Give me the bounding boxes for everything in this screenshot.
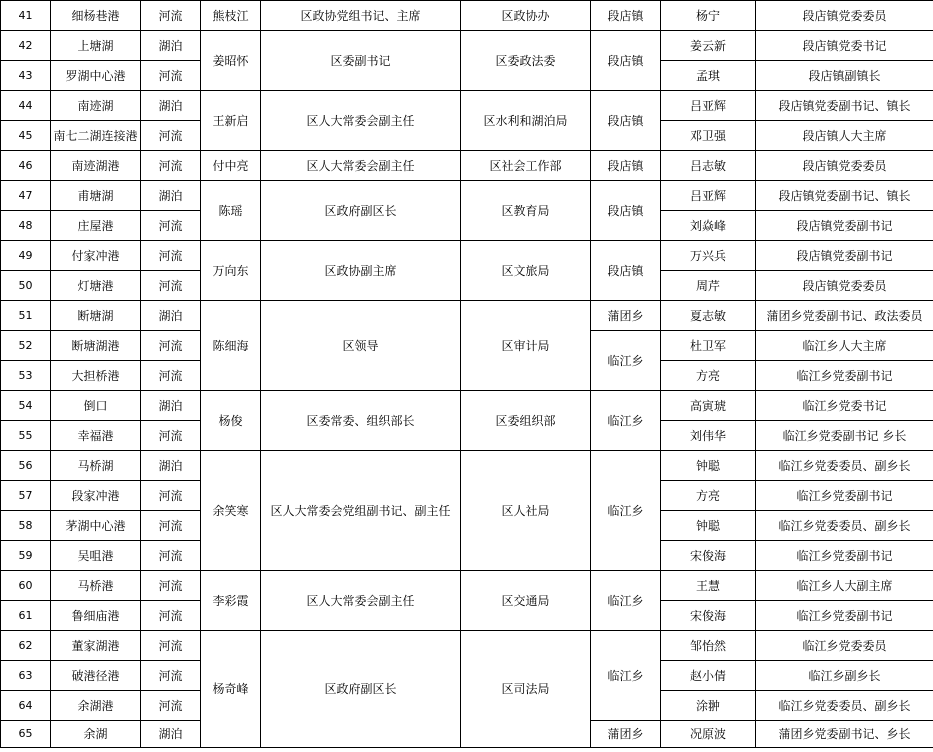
water-body-name: 幸福港 (51, 421, 141, 451)
town-leader: 赵小倩 (661, 661, 756, 691)
water-body-type: 河流 (141, 481, 201, 511)
water-body-name: 南七二湖连接港 (51, 121, 141, 151)
liaison-unit: 区审计局 (461, 301, 591, 391)
district-leader: 余笑寒 (201, 451, 261, 571)
town-leader: 邓卫强 (661, 121, 756, 151)
town-leader-position: 蒲团乡党委副书记、乡长 (756, 721, 933, 748)
town-leader-position: 临江乡人大主席 (756, 331, 933, 361)
district-leader: 李彩霞 (201, 571, 261, 631)
town-leader: 方亮 (661, 361, 756, 391)
water-body-type: 河流 (141, 571, 201, 601)
water-body-type: 河流 (141, 271, 201, 301)
district-leader-position: 区政协党组书记、主席 (261, 1, 461, 31)
water-body-type: 河流 (141, 601, 201, 631)
water-body-name: 余湖 (51, 721, 141, 748)
table-row (1, 181, 933, 211)
water-body-name: 鲁细庙港 (51, 601, 141, 631)
liaison-unit: 区交通局 (461, 571, 591, 631)
town-leader: 宋俊海 (661, 541, 756, 571)
town-leader-position: 段店镇人大主席 (756, 121, 933, 151)
water-body-name: 茅湖中心港 (51, 511, 141, 541)
district-leader-position: 区人大常委会副主任 (261, 91, 461, 151)
town-leader: 刘伟华 (661, 421, 756, 451)
town: 蒲团乡 (591, 721, 661, 748)
row-number: 50 (1, 271, 51, 301)
water-body-name: 马桥湖 (51, 451, 141, 481)
town-leader-position: 临江乡党委委员、副乡长 (756, 451, 933, 481)
water-body-type: 河流 (141, 121, 201, 151)
water-body-name: 段家冲港 (51, 481, 141, 511)
town: 临江乡 (591, 331, 661, 391)
town-leader-position: 蒲团乡党委副书记、政法委员 (756, 301, 933, 331)
row-number: 47 (1, 181, 51, 211)
row-number: 55 (1, 421, 51, 451)
district-leader-position: 区委副书记 (261, 31, 461, 91)
town-leader: 涂翀 (661, 691, 756, 721)
water-body-name: 马桥港 (51, 571, 141, 601)
water-body-type: 河流 (141, 151, 201, 181)
town-leader: 宋俊海 (661, 601, 756, 631)
row-number: 48 (1, 211, 51, 241)
district-leader-position: 区政府副区长 (261, 631, 461, 748)
water-body-name: 断塘湖 (51, 301, 141, 331)
liaison-unit: 区教育局 (461, 181, 591, 241)
town-leader-position: 段店镇党委副书记 (756, 241, 933, 271)
town-leader-position: 段店镇党委书记 (756, 31, 933, 61)
table-row (1, 451, 933, 481)
water-body-type: 湖泊 (141, 451, 201, 481)
water-body-type: 湖泊 (141, 91, 201, 121)
town-leader-position: 临江乡党委副书记 (756, 481, 933, 511)
district-leader: 陈细海 (201, 301, 261, 391)
water-body-type: 湖泊 (141, 31, 201, 61)
district-leader: 姜昭怀 (201, 31, 261, 91)
liaison-unit: 区委政法委 (461, 31, 591, 91)
water-body-type: 河流 (141, 631, 201, 661)
town-leader: 高寅琥 (661, 391, 756, 421)
town: 段店镇 (591, 151, 661, 181)
table-row (1, 1, 933, 31)
row-number: 59 (1, 541, 51, 571)
water-body-type: 湖泊 (141, 721, 201, 748)
row-number: 44 (1, 91, 51, 121)
water-body-name: 上塘湖 (51, 31, 141, 61)
town: 段店镇 (591, 1, 661, 31)
district-leader-position: 区委常委、组织部长 (261, 391, 461, 451)
district-leader: 杨奇峰 (201, 631, 261, 748)
row-number: 41 (1, 1, 51, 31)
water-body-type: 河流 (141, 511, 201, 541)
liaison-unit: 区文旅局 (461, 241, 591, 301)
town: 段店镇 (591, 181, 661, 241)
liaison-unit: 区水利和湖泊局 (461, 91, 591, 151)
district-leader: 万向东 (201, 241, 261, 301)
water-body-type: 湖泊 (141, 301, 201, 331)
town-leader-position: 临江乡党委委员、副乡长 (756, 691, 933, 721)
water-body-name: 灯塘港 (51, 271, 141, 301)
town-leader-position: 段店镇党委委员 (756, 1, 933, 31)
district-leader: 付中亮 (201, 151, 261, 181)
district-leader: 熊枝江 (201, 1, 261, 31)
town-leader-position: 临江乡人大副主席 (756, 571, 933, 601)
row-number: 52 (1, 331, 51, 361)
town-leader: 况原波 (661, 721, 756, 748)
town-leader: 钟聪 (661, 451, 756, 481)
town: 段店镇 (591, 31, 661, 91)
town-leader: 吕亚辉 (661, 91, 756, 121)
town-leader-position: 段店镇党委副书记 (756, 211, 933, 241)
row-number: 61 (1, 601, 51, 631)
town-leader: 钟聪 (661, 511, 756, 541)
row-number: 57 (1, 481, 51, 511)
row-number: 42 (1, 31, 51, 61)
water-body-name: 倒口 (51, 391, 141, 421)
row-number: 46 (1, 151, 51, 181)
water-body-name: 付家冲港 (51, 241, 141, 271)
row-number: 65 (1, 721, 51, 748)
water-body-type: 河流 (141, 541, 201, 571)
town: 段店镇 (591, 241, 661, 301)
town-leader: 方亮 (661, 481, 756, 511)
town-leader-position: 临江乡副乡长 (756, 661, 933, 691)
town-leader-position: 段店镇党委副书记、镇长 (756, 181, 933, 211)
table-row (1, 301, 933, 331)
row-number: 51 (1, 301, 51, 331)
liaison-unit: 区政协办 (461, 1, 591, 31)
district-leader-position: 区政协副主席 (261, 241, 461, 301)
town-leader-position: 临江乡党委副书记 乡长 (756, 421, 933, 451)
district-leader: 杨俊 (201, 391, 261, 451)
town-leader: 万兴兵 (661, 241, 756, 271)
table-row (1, 151, 933, 181)
row-number: 64 (1, 691, 51, 721)
row-number: 62 (1, 631, 51, 661)
district-leader-position: 区领导 (261, 301, 461, 391)
water-body-type: 河流 (141, 331, 201, 361)
row-number: 58 (1, 511, 51, 541)
town-leader-position: 段店镇党委委员 (756, 271, 933, 301)
town-leader: 吕亚辉 (661, 181, 756, 211)
town-leader: 刘焱峰 (661, 211, 756, 241)
liaison-unit: 区社会工作部 (461, 151, 591, 181)
row-number: 43 (1, 61, 51, 91)
town-leader: 姜云新 (661, 31, 756, 61)
district-leader-position: 区人大常委会党组副书记、副主任 (261, 451, 461, 571)
district-leader: 王新启 (201, 91, 261, 151)
town-leader-position: 临江乡党委副书记 (756, 361, 933, 391)
town: 临江乡 (591, 451, 661, 571)
district-leader-position: 区人大常委会副主任 (261, 571, 461, 631)
town-leader: 邹怡然 (661, 631, 756, 661)
town-leader: 王慧 (661, 571, 756, 601)
district-leader-position: 区人大常委会副主任 (261, 151, 461, 181)
town-leader-position: 段店镇副镇长 (756, 61, 933, 91)
town-leader-position: 临江乡党委副书记 (756, 601, 933, 631)
table-row (1, 571, 933, 601)
town-leader: 杨宁 (661, 1, 756, 31)
table-row (1, 241, 933, 271)
row-number: 54 (1, 391, 51, 421)
water-body-name: 甫塘湖 (51, 181, 141, 211)
town-leader-position: 段店镇党委副书记、镇长 (756, 91, 933, 121)
town-leader-position: 临江乡党委书记 (756, 391, 933, 421)
district-leader: 陈瑶 (201, 181, 261, 241)
water-body-type: 河流 (141, 421, 201, 451)
town-leader: 夏志敏 (661, 301, 756, 331)
water-body-name: 董家湖港 (51, 631, 141, 661)
row-number: 45 (1, 121, 51, 151)
town-leader-position: 临江乡党委副书记 (756, 541, 933, 571)
water-body-type: 河流 (141, 691, 201, 721)
town-leader: 吕志敏 (661, 151, 756, 181)
water-body-name: 余湖港 (51, 691, 141, 721)
liaison-unit: 区人社局 (461, 451, 591, 571)
water-body-type: 河流 (141, 211, 201, 241)
table-row (1, 31, 933, 61)
water-body-type: 河流 (141, 61, 201, 91)
water-body-name: 罗湖中心港 (51, 61, 141, 91)
town-leader: 周芹 (661, 271, 756, 301)
town-leader-position: 临江乡党委委员、副乡长 (756, 511, 933, 541)
town-leader: 杜卫军 (661, 331, 756, 361)
town: 临江乡 (591, 391, 661, 451)
water-body-type: 湖泊 (141, 181, 201, 211)
town: 段店镇 (591, 91, 661, 151)
liaison-unit: 区司法局 (461, 631, 591, 748)
water-body-type: 河流 (141, 241, 201, 271)
row-number: 60 (1, 571, 51, 601)
water-body-type: 湖泊 (141, 391, 201, 421)
water-body-name: 大担桥港 (51, 361, 141, 391)
town: 蒲团乡 (591, 301, 661, 331)
town-leader: 孟琪 (661, 61, 756, 91)
water-body-name: 南迹湖港 (51, 151, 141, 181)
water-body-type: 河流 (141, 361, 201, 391)
liaison-unit: 区委组织部 (461, 391, 591, 451)
row-number: 49 (1, 241, 51, 271)
water-body-name: 庄屋港 (51, 211, 141, 241)
table-row (1, 91, 933, 121)
water-body-name: 南迹湖 (51, 91, 141, 121)
town: 临江乡 (591, 571, 661, 631)
water-body-type: 河流 (141, 661, 201, 691)
water-body-name: 吴咀港 (51, 541, 141, 571)
row-number: 56 (1, 451, 51, 481)
row-number: 53 (1, 361, 51, 391)
town-leader-position: 段店镇党委委员 (756, 151, 933, 181)
town-leader-position: 临江乡党委委员 (756, 631, 933, 661)
row-number: 63 (1, 661, 51, 691)
town: 临江乡 (591, 631, 661, 721)
table-row (1, 391, 933, 421)
water-body-type: 河流 (141, 1, 201, 31)
table-row (1, 631, 933, 661)
water-body-name: 断塘湖港 (51, 331, 141, 361)
district-leader-position: 区政府副区长 (261, 181, 461, 241)
water-body-name: 细杨巷港 (51, 1, 141, 31)
water-body-name: 破港径港 (51, 661, 141, 691)
